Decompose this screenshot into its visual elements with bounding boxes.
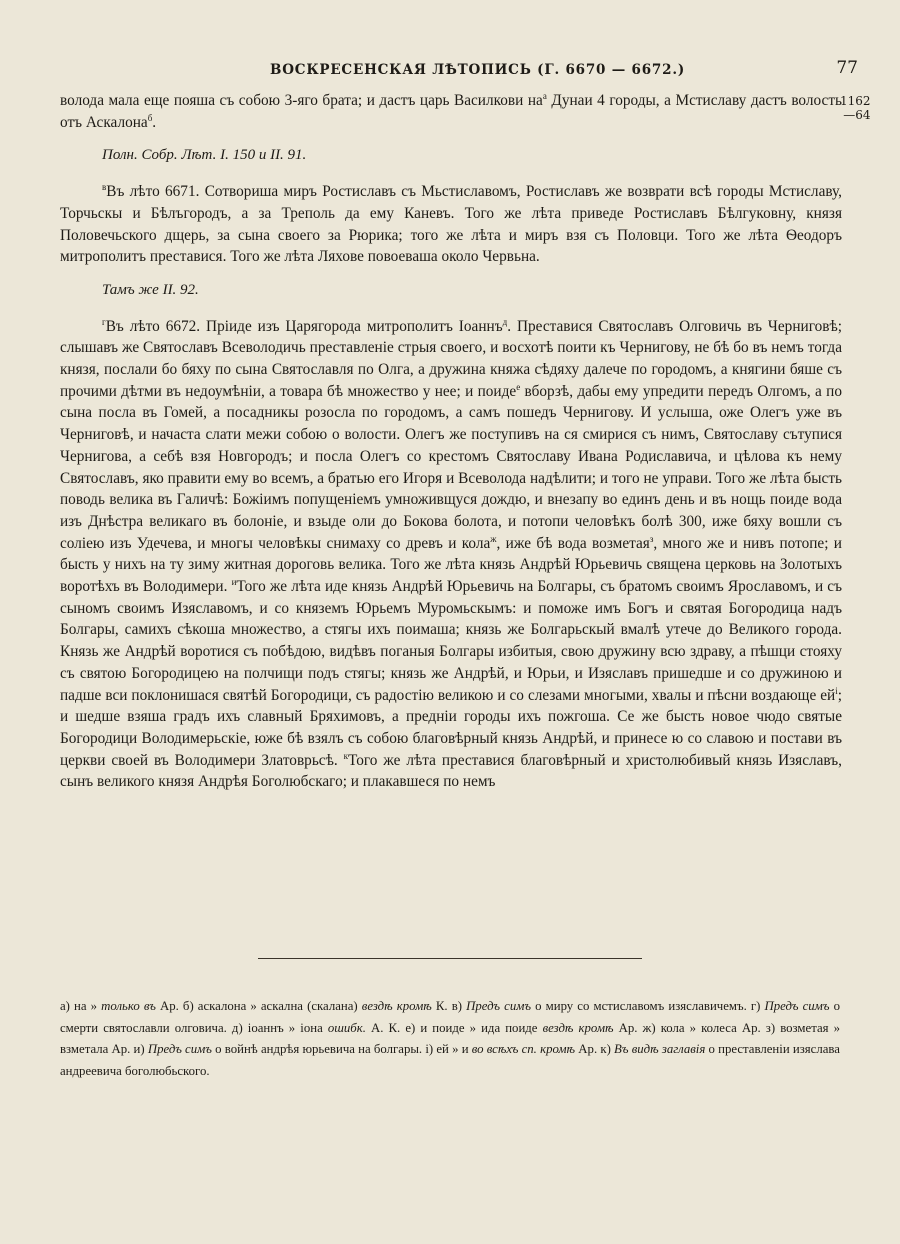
text-run: Дунаи 4 городы, а Мстиславу дастъ волость отъ Аскалона [60,92,842,131]
footnote-italic-run: вездѣ кромѣ [361,999,432,1013]
chronicle-text [60,90,842,793]
footnote-marker: і [835,685,838,696]
footnote-marker: б [147,112,153,123]
text-run: волода мала еще пояша съ собою 3-яго брата; и дастъ царь Василкови на [60,92,543,109]
text-run: Того же лѣта иде князь Андрѣй Юрьевичь на Болгары, съ братомъ своимъ Ярославомъ, и съ сыномъ своимъ Изяславомъ, и со княземъ Юрьемъ Муромьскымъ: и поможе имъ Богъ и святая Богородица надъ Болгары, самихъ сѣкоша множество, а стягы ихъ поимаша; князь же Болгарьскый вмалѣ утече до Великого города. Князь же Андрѣй воротися съ побѣдою, видѣвъ поганыя Болгары избитыя, свою дружину всю здраву, а пѣшци стояху съ святою Богородицею на полчищи подъ стягы; князь же Андрѣй, и Юрьи, и Изяславъ пришедше и со дружиною и падше вси поклонишася святѣй Богородици, съ радостію великою и со слезами многыми, хвалы и пѣсни воздающе ей [60,578,843,704]
footnote-marker: г [102,316,106,327]
source-reference: Тамъ же II. 92. [102,281,199,298]
footnote-run: о войнѣ андрѣя юрьевича на болгары. і) ей » и [211,1042,472,1057]
text-run: . [152,113,157,131]
footnote-run: А. К. е) и поиде » ида поиде [365,1020,543,1035]
text-run: вборзѣ, дабы ему упредити передъ Олгомъ, а по сына посла въ Гомей, а посадникы розосла по городомъ, а самъ пошедъ Чернигову. И услыша, оже Олегъ уже въ Черниговѣ, и начаста слати межи собою о волости. Олегъ же поступивъ на ся смирися съ нимъ, Святославу сътупися Чернигова, а себѣ взя Новгородъ; и посла Олегъ со крестомъ Святославу Ивана Родиславича, и цѣлова къ нему Святославъ, яко правити ему во всемъ, а братью его Игоря и Всеволода надѣлити; и того не управи. Того же лѣта бысть поводь велика въ Галичѣ: Божіимъ попущеніемъ умноживщуся дождю, и внезапу во единъ день и въ нощь поиде вода изъ Днѣстра великаго въ болоніе, и взыде оли до Бокова болота, и потопи человѣкъ болѣ 300, иже бяху вошли съ соліею изъ Удечева, и многы человѣкы снимаху со древъ и кола [60,382,843,552]
page-number: 77 [836,58,858,78]
footnote-marker: з [649,533,654,544]
text-run: Того же лѣта преставися благовѣрный и христолюбивый князь Изяславъ, сынъ великого князя Андрѣя Боголюбскаго; и плакавшеся по немъ [60,751,842,791]
footnote-marker: и [231,577,237,588]
margin-year: 1162 [840,94,871,108]
footnote-italic-run: Предъ симъ [764,999,830,1013]
footnote-run: о преставленіи изяслава андреевича боголюбьского. [60,1042,840,1079]
footnote-italic-run: Предъ симъ [147,1042,212,1057]
source-reference: Полн. Собр. Лѣт. I. 150 и II. 91. [102,147,307,164]
footnote-run: Ар. ж) кола » колеса Ар. з) возметая » взметала Ар. и) [60,1020,840,1057]
footnote-italic-run: ошибк. [327,1020,366,1035]
footnote-run: Ар. к) [575,1042,615,1057]
chronicle-paragraph [60,90,842,133]
text-run: Въ лѣто 6671. Сотвориша миръ Ростиславъ съ Мьстиславомъ, Ростиславъ же возврати всѣ городы Мстиславу, Торчьскы и Бѣлъгородъ, а за Треполь да ему Каневъ. Того же лѣта приведе Ростиславъ Бѣлгуковну, князя Половечьского дщерь, за сына своего за Рюрика; того же лѣта и миръ взя съ Половци. Того же лѣта Ѳеодоръ митрополитъ преставися. Того же лѣта Ляхове повоеваша около Червьна. [60,183,842,266]
chronicle-paragraph [60,316,842,793]
footnote-text [60,996,840,1083]
footnote-italic-run: только въ [101,999,156,1013]
text-run: , иже бѣ вода возметая [496,534,650,552]
footnote-marker: к [343,750,349,761]
footnote-marker: в [102,182,107,193]
footnote-marker: е [516,381,521,392]
chronicle-paragraph [60,181,842,268]
text-run: Въ лѣто 6672. Пріиде изъ Царягорода митрополитъ Іоаннъ [105,317,503,335]
footnote-run: Ар. б) аскалона » аскална (скалана) [155,999,362,1013]
footnote-divider [258,958,642,959]
footnote-run: К. в) [431,999,467,1013]
chronicle-title: ВОСКРЕСЕНСКАЯ ЛѢТОПИСЬ (Г. 6670 — 6672.) [270,62,686,78]
text-run: . Преставися Святославъ Олговичь въ Черниговѣ; слышавъ же Святославъ Всеволодичь преставленіе стрыя своего, и восхотѣ поити къ Чернигову, не бѣ бо въ немъ тогда князя, послали бо бяху по сына Святославля по Олга, а дружина княжа сѣдяху далече по городомъ, а княгини бяше съ прочими дѣтми въ недоумѣніи, а товара бѣ множество у нее; и поиде [60,317,843,400]
footnote-run: а) на » [60,999,102,1013]
footnote-italic-run: во всѣхъ сп. кромѣ [471,1042,576,1057]
footnote-italic-run: Предъ симъ [466,999,532,1013]
margin-year-range: —64 [843,108,871,122]
footnote-marker: ж [490,533,497,544]
footnote-italic-run: Въ видѣ заглавія [614,1042,706,1057]
footnotes [60,996,840,1083]
margin-year-note [840,94,871,122]
footnote-run: о смерти святославли олговича. д) іоаннъ » іона [60,999,840,1035]
footnote-italic-run: вездѣ кромѣ [542,1020,614,1035]
footnote-marker: д [502,316,508,327]
footnote-run: о миру со мстиславомъ изяславичемъ. г) [531,999,765,1013]
running-header [60,58,860,84]
text-run: ; и шедше взяша градъ ихъ славный Бряхимовъ, а предніи городы ихъ пожгоша. Се же бысть новое чюдо святые Богородици Володимерьскіе, юже бѣ взялъ съ собою благовѣрный князь Андрѣй, и принесе ю со славою и постави въ церкви своей въ Володимери Златоврьсѣ. [60,686,842,769]
footnote-marker: а [542,91,547,101]
text-run: , много же и нивъ потопе; и бысть у нихъ на ту зиму житная дороговь велика. Того же лѣта князь Андрѣй Юрьевичь священа церковь на Золотыхъ воротѣхъ въ Володимери. [60,534,842,596]
